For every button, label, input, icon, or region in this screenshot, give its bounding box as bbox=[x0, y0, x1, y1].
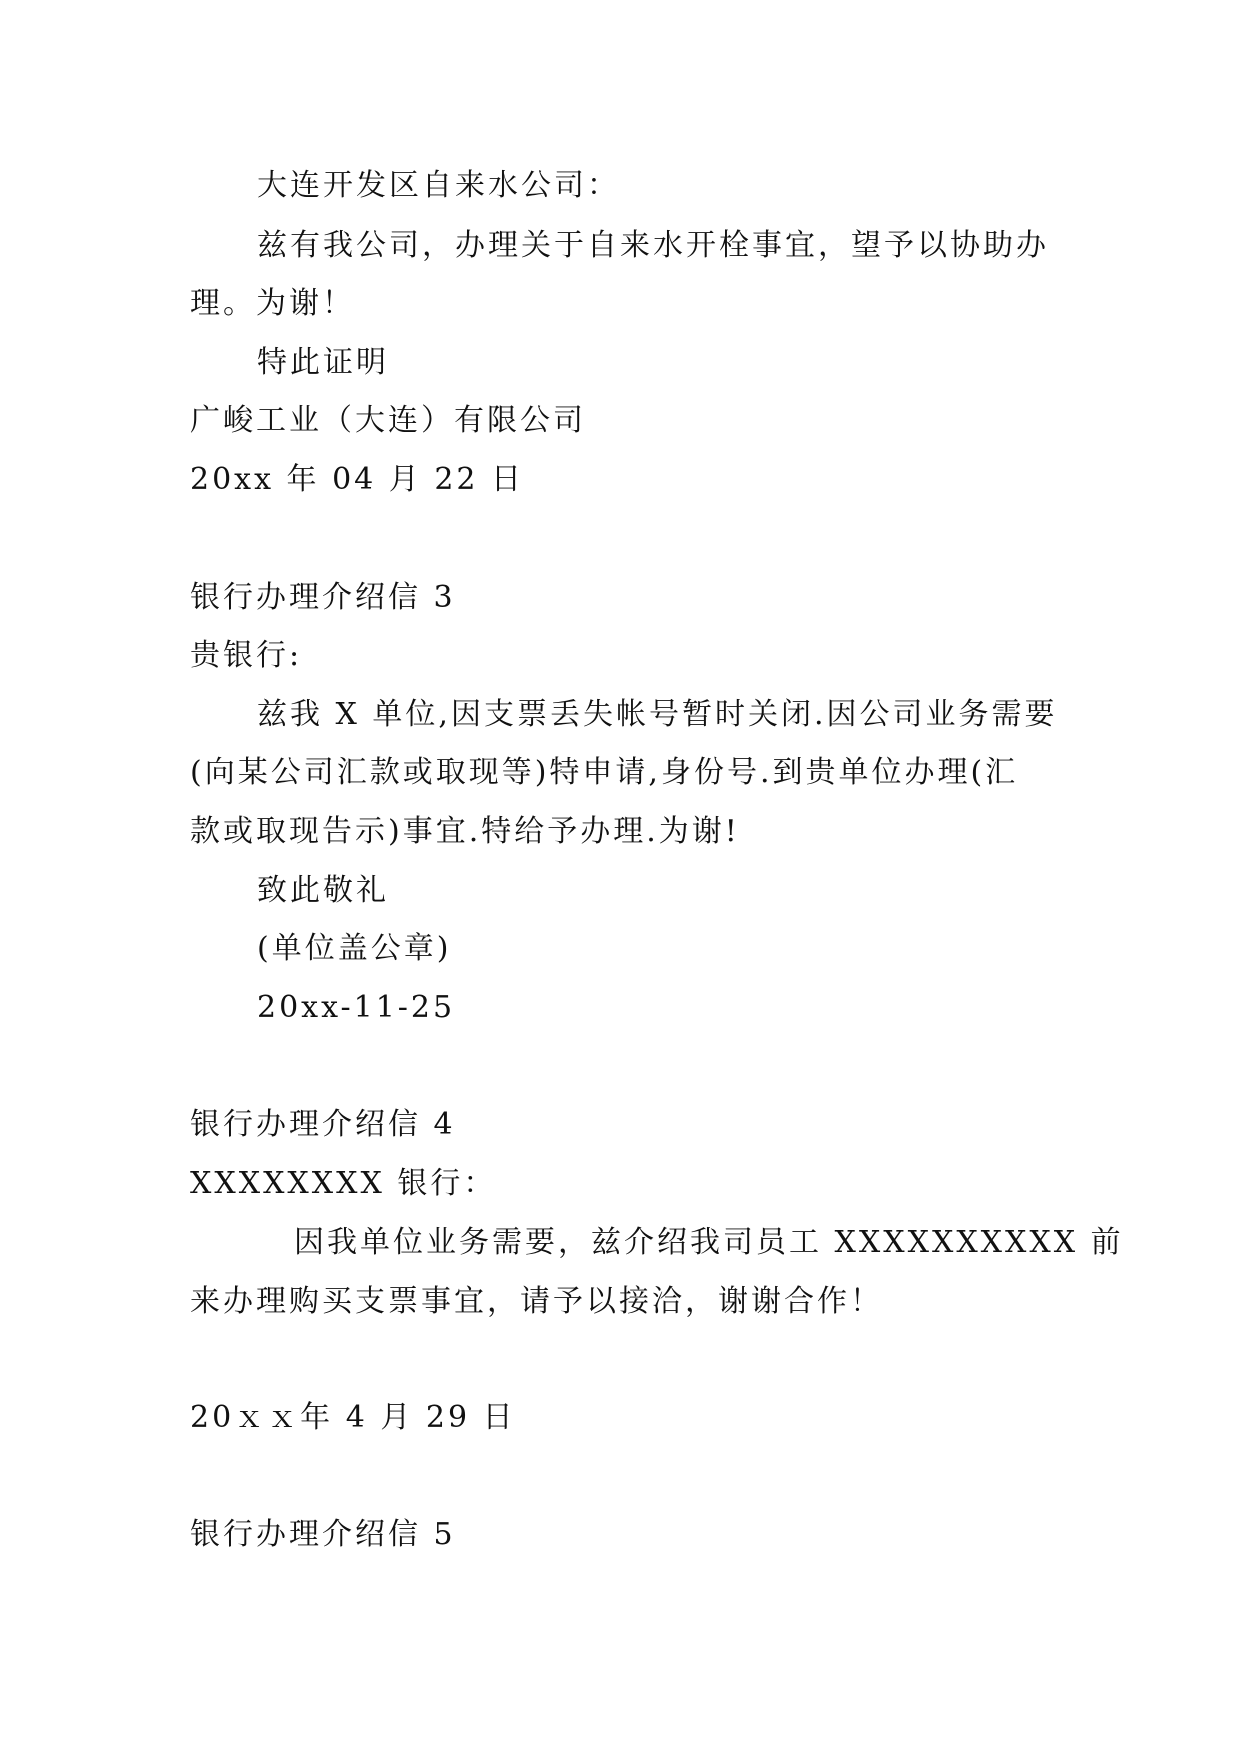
letter-body-line: 因我单位业务需要，兹介绍我司员工 XXXXXXXXXX 前 bbox=[294, 1225, 1124, 1260]
section-title-4: 银行办理介绍信 4 bbox=[190, 1107, 456, 1142]
signature-company: 广峻工业（大连）有限公司 bbox=[190, 403, 586, 438]
letter-body-line: 兹我 X 单位,因支票丢失帐号暂时关闭.因公司业务需要 bbox=[257, 697, 1058, 732]
letter-date: 20xx 年 04 月 22 日 bbox=[190, 462, 525, 497]
section-title-3: 银行办理介绍信 3 bbox=[190, 580, 456, 615]
closing-text: 特此证明 bbox=[257, 345, 389, 380]
recipient-water-company: 大连开发区自来水公司： bbox=[257, 168, 620, 203]
seal-note: (单位盖公章) bbox=[257, 931, 452, 966]
letter-body-line: 理。为谢！ bbox=[190, 286, 355, 321]
letter-body-line: 来办理购买支票事宜，请予以接洽，谢谢合作！ bbox=[190, 1284, 883, 1319]
recipient-bank: 贵银行: bbox=[190, 638, 303, 673]
closing-text: 致此敬礼 bbox=[257, 873, 389, 908]
section-title-5: 银行办理介绍信 5 bbox=[190, 1517, 456, 1552]
letter-body-line: (向某公司汇款或取现等)特申请,身份号.到贵单位办理(汇 bbox=[190, 755, 1019, 790]
letter-body-line: 兹有我公司，办理关于自来水开栓事宜，望予以协助办 bbox=[257, 228, 1049, 263]
letter-date: 20xx-11-25 bbox=[257, 990, 456, 1025]
letter-date: 20ｘｘ年 4 月 29 日 bbox=[190, 1400, 516, 1435]
letter-body-line: 款或取现告示)事宜.特给予办理.为谢! bbox=[190, 814, 740, 849]
recipient-bank: XXXXXXXX 银行： bbox=[190, 1166, 497, 1201]
